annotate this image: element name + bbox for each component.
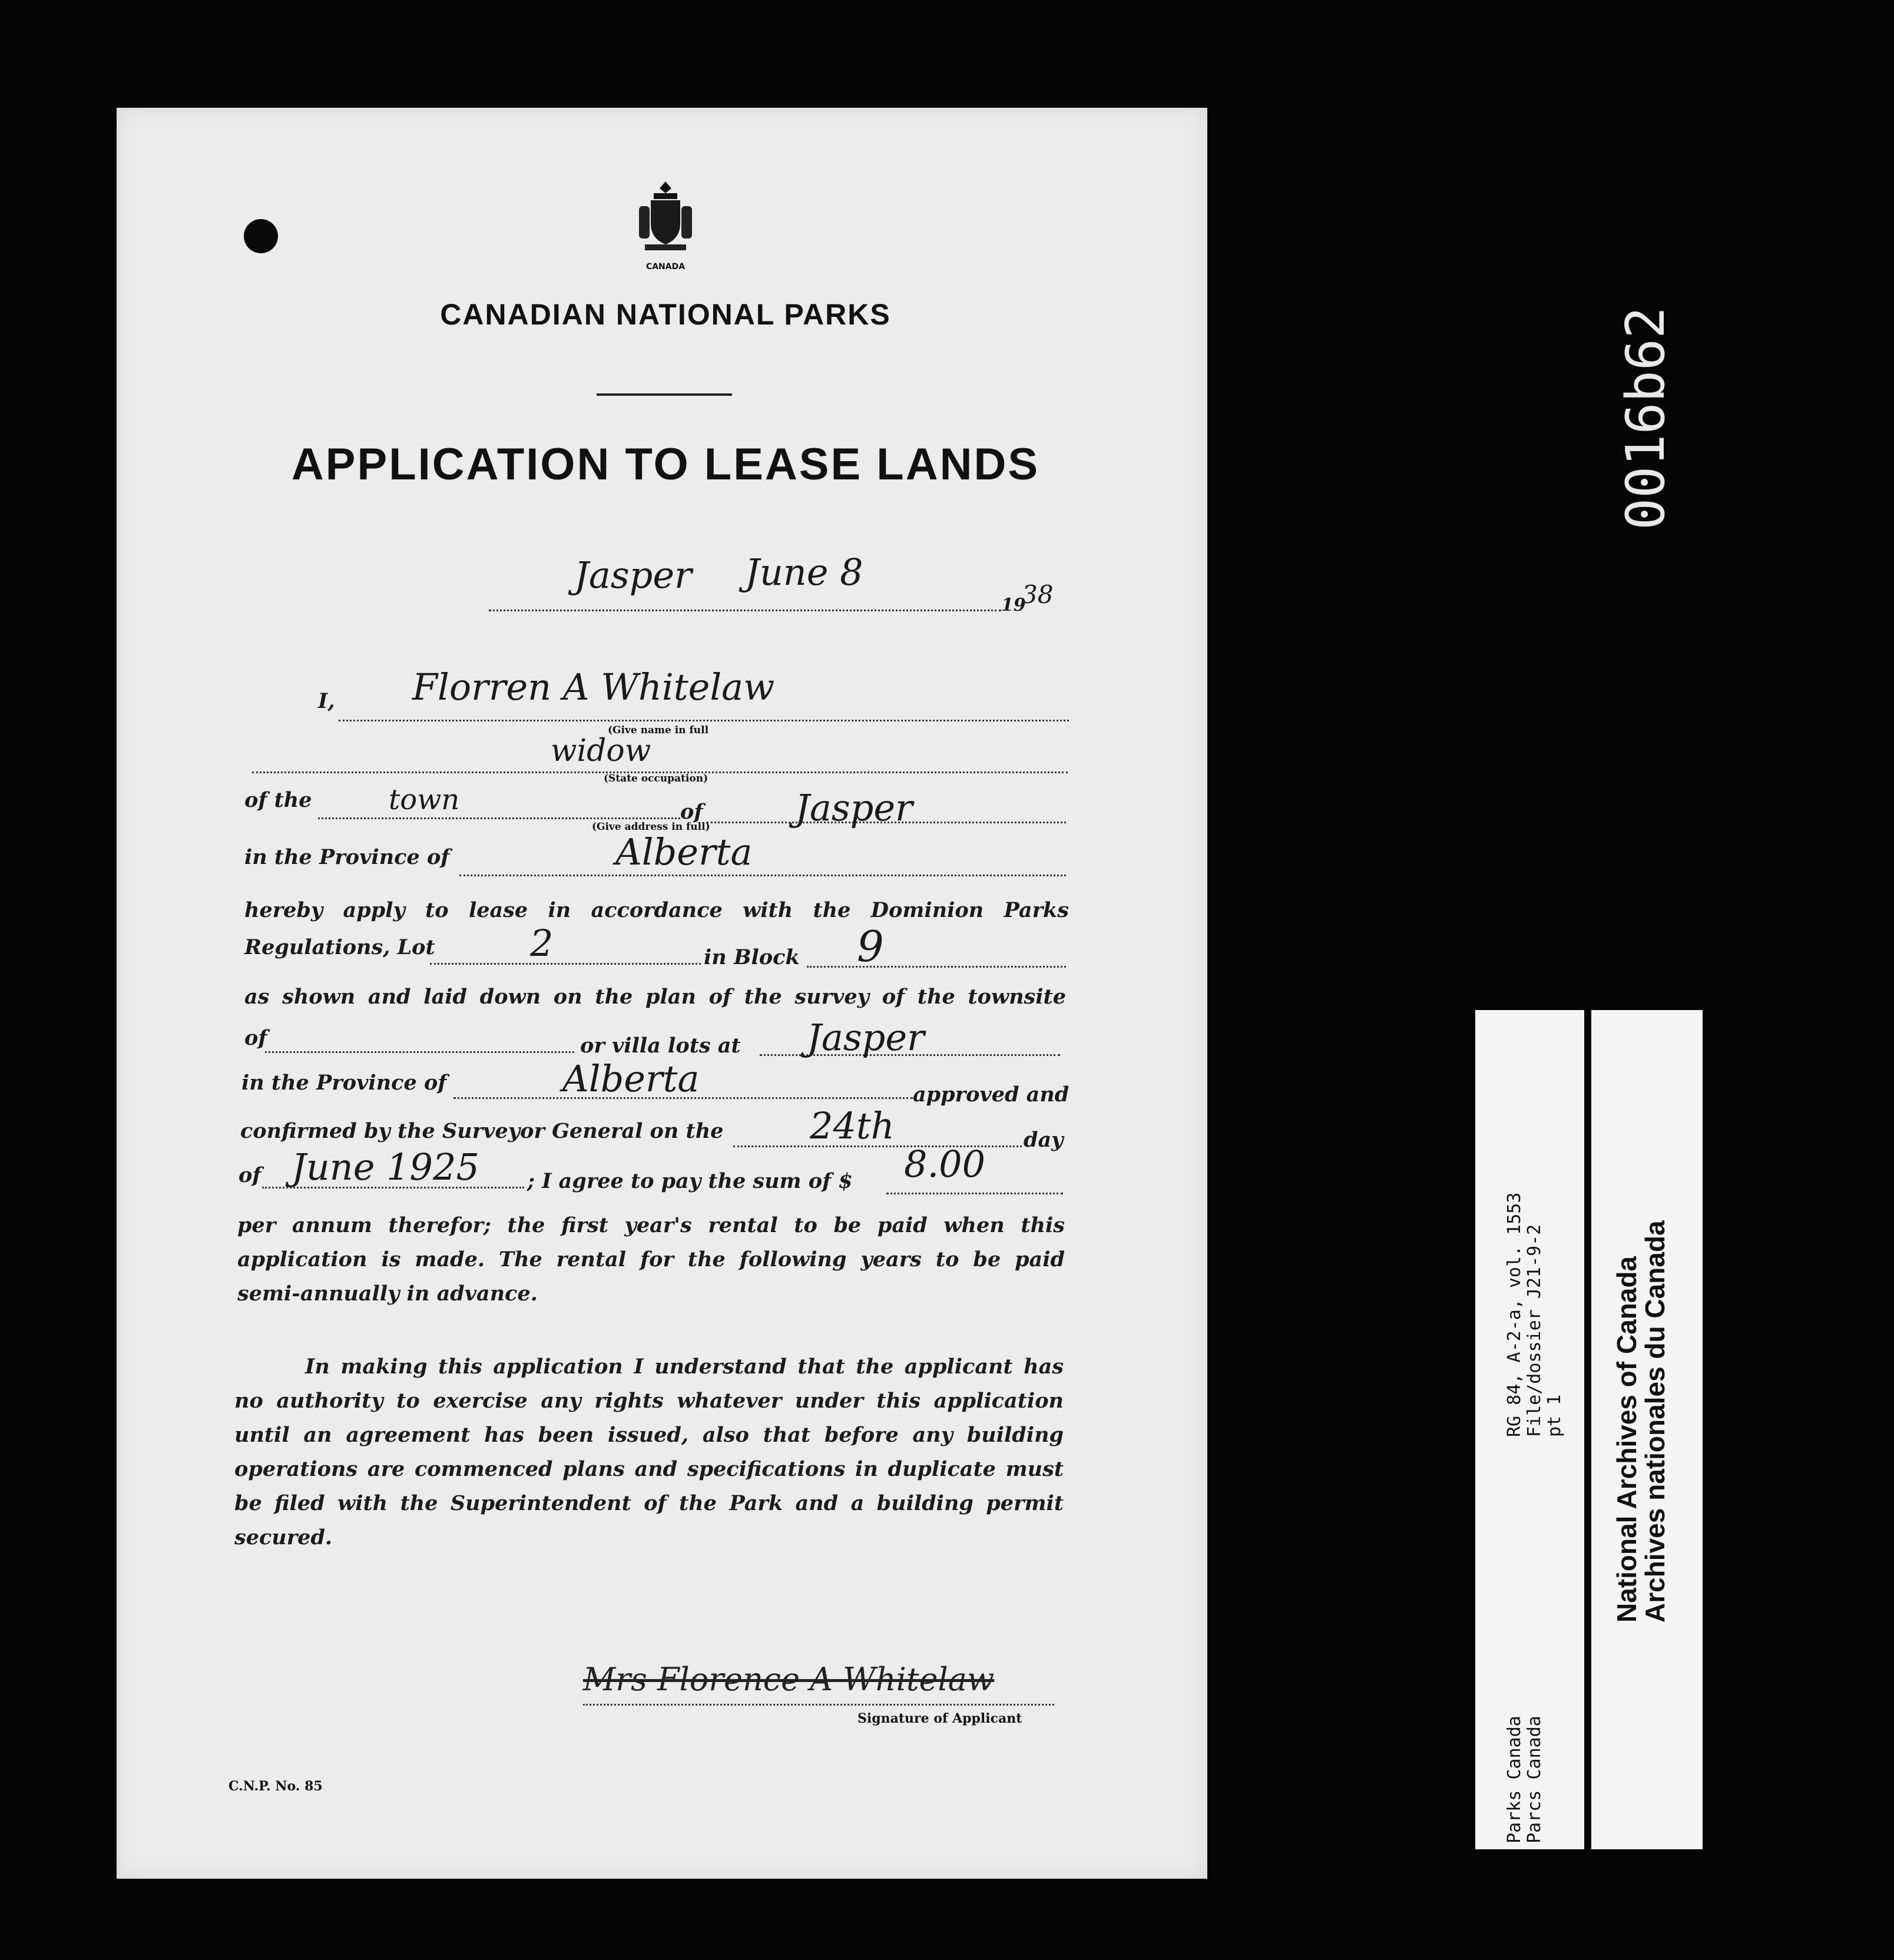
of-the-label: of the — [244, 788, 312, 812]
institution-en: National Archives of Canada — [1611, 1256, 1642, 1623]
conditions-line: be filed with the Superintendent of the Park and a building permit — [234, 1491, 1064, 1515]
year-prefix: 19 — [1001, 595, 1026, 615]
rental-line: semi-annually in advance. — [237, 1282, 538, 1306]
conditions-line: operations are commenced plans and specifications in duplicate must — [234, 1457, 1064, 1481]
of-month-label: of — [239, 1163, 261, 1187]
lot-underline — [430, 963, 701, 965]
town: town — [389, 783, 460, 816]
address: Jasper — [795, 786, 913, 829]
crest-label: CANADA — [645, 262, 686, 272]
agency-line: Parcs Canada — [1524, 1716, 1545, 1843]
form-number: C.N.P. No. 85 — [229, 1779, 323, 1794]
institution-name — [1612, 1220, 1669, 1623]
day-label: day — [1024, 1128, 1064, 1152]
conditions-line: until an agreement has been issued, also that before any building — [234, 1423, 1064, 1447]
date-value: June 8 — [745, 551, 863, 594]
approved-and-label: approved and — [913, 1082, 1069, 1107]
occupation: widow — [551, 733, 651, 769]
reference-line: File/dossier J21-9-2 — [1524, 1224, 1545, 1437]
month-year: June 1925 — [292, 1145, 479, 1188]
punch-hole — [244, 219, 278, 253]
day-value: 24th — [810, 1104, 895, 1147]
province-2: Alberta — [562, 1057, 700, 1100]
of-townsite-label: of — [244, 1026, 267, 1050]
villa-place: Jasper — [807, 1016, 925, 1059]
conditions-line: no authority to exercise any rights whatever under this application — [234, 1389, 1064, 1413]
applicant-signature: Mrs Florence A Whitelaw — [583, 1661, 995, 1698]
date-place: Jasper — [574, 554, 692, 597]
occupation-caption: (State occupation) — [604, 773, 708, 784]
date-underline — [489, 610, 1001, 611]
form-heading: CANADIAN NATIONAL PARKS — [440, 298, 891, 331]
town-underline — [318, 817, 680, 819]
block-underline — [807, 966, 1066, 968]
applicant-name: Florren A Whitelaw — [412, 666, 775, 708]
province-label-2: in the Province of — [241, 1071, 447, 1095]
province-label: in the Province of — [244, 845, 450, 869]
rental-line: application is made. The rental for the following years to be paid — [237, 1247, 1065, 1272]
archive-label-divider — [1584, 1010, 1591, 1849]
province-underline — [459, 875, 1066, 876]
reference-line: pt 1 — [1544, 1394, 1565, 1437]
frame-number-text: 0016b62 — [1615, 306, 1677, 530]
agency-name — [1505, 1716, 1545, 1843]
survey-line: as shown and laid down on the plan of the survey of the townsite — [244, 985, 1066, 1009]
name-caption: (Give name in full — [608, 724, 709, 736]
name-prefix: I, — [318, 689, 335, 713]
conditions-line: In making this application I understand that the applicant has — [305, 1355, 1064, 1379]
townsite-underline — [265, 1051, 574, 1053]
agree-pay-label: ; I agree to pay the sum of $ — [527, 1169, 853, 1193]
frame-number — [1593, 0, 1687, 542]
address-caption: (Give address in full) — [592, 821, 710, 833]
in-block-label: in Block — [704, 945, 800, 969]
rental-paragraph — [237, 1209, 1065, 1311]
signature-caption: Signature of Applicant — [857, 1711, 1022, 1726]
institution-fr: Archives nationales du Canada — [1640, 1220, 1670, 1623]
regulations-lot-label: Regulations, Lot — [244, 935, 435, 959]
signature-underline — [583, 1704, 1054, 1706]
conditions-paragraph — [234, 1350, 1064, 1555]
of-label: of — [680, 800, 703, 824]
block-number: 9 — [857, 922, 884, 971]
lot-number: 2 — [530, 922, 554, 965]
agency-line: Parks Canada — [1504, 1716, 1525, 1843]
archive-reference — [1505, 1193, 1565, 1437]
rental-line: per annum therefor; the first year's rental to be paid when this — [237, 1213, 1065, 1237]
reference-line: RG 84, A-2-a, vol. 1553 — [1504, 1192, 1525, 1437]
form-title: APPLICATION TO LEASE LANDS — [291, 439, 1040, 489]
name-underline — [339, 720, 1069, 721]
rental-sum: 8.00 — [904, 1143, 986, 1186]
sum-underline — [886, 1193, 1063, 1194]
province: Alberta — [615, 830, 753, 873]
villa-lots-label: or villa lots at — [580, 1034, 741, 1058]
confirmed-label: confirmed by the Surveyor General on the — [240, 1119, 724, 1143]
heading-divider — [597, 393, 732, 396]
apply-line: hereby apply to lease in accordance with the Dominion Parks — [244, 898, 1069, 922]
year-suffix: 38 — [1022, 580, 1054, 609]
conditions-line: secured. — [234, 1525, 333, 1550]
